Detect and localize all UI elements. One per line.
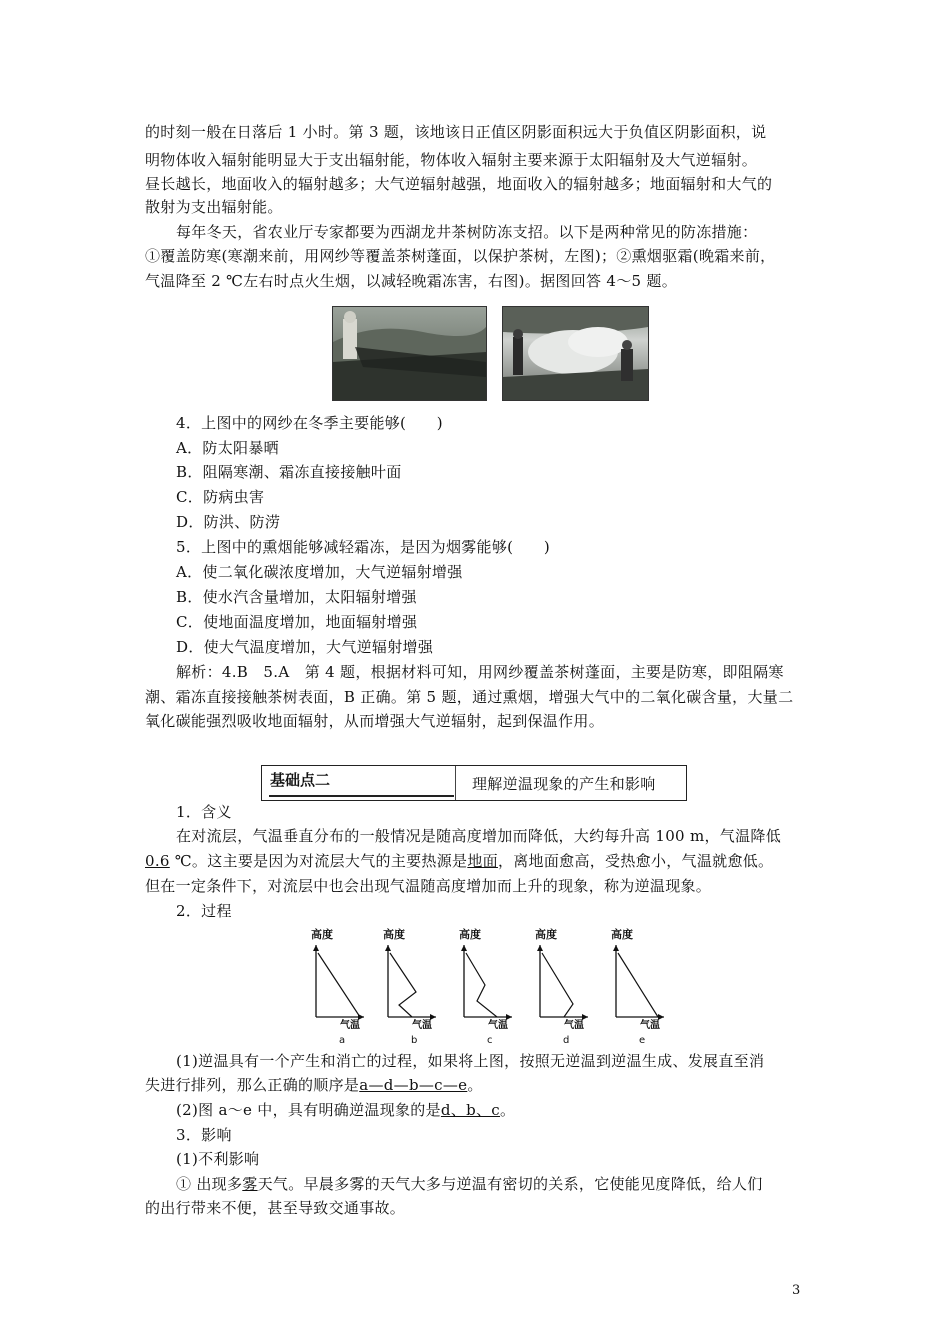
process-heading: 2．过程 (176, 902, 232, 920)
panel-a (311, 927, 364, 1045)
fog-answer: 雾 (242, 1175, 258, 1193)
xlabel-a: 气温 (340, 1020, 360, 1031)
material-line-1: 每年冬天，省农业厅专家都要为西湖龙井茶树防冻支招。以下是两种常见的防冻措施： (176, 223, 758, 241)
q4-option-c: C．防病虫害 (176, 488, 265, 506)
section-title: 理解逆温现象的产生和影响 (472, 775, 656, 793)
impact-heading: 3．影响 (176, 1126, 232, 1144)
panel-d (535, 927, 588, 1045)
xlabel-e: 气温 (640, 1020, 660, 1031)
impact-line-1: ① 出现多雾天气。早晨多雾的天气大多与逆温有密切的关系，它使能见度降低，给人们 (176, 1175, 763, 1193)
order-answer: a—d—b—c—e (359, 1076, 468, 1094)
meaning-line-3: 但在一定条件下，对流层中也会出现气温随高度增加而上升的现象，称为逆温现象。 (145, 877, 712, 895)
section-header-box (261, 765, 687, 801)
panel-c (459, 927, 512, 1045)
ylabel-c: 高度 (459, 928, 481, 941)
analysis-line-3: 氧化碳能强烈吸收地面辐射，从而增强大气逆辐射，起到保温作用。 (145, 712, 605, 730)
impact-line-2: 的出行带来不便，甚至导致交通事故。 (145, 1199, 406, 1217)
xlabel-b: 气温 (412, 1020, 432, 1031)
xlabel-c: 气温 (488, 1020, 508, 1031)
material-line-2: ①覆盖防寒(寒潮来前，用网纱等覆盖茶树蓬面，以保护茶树，左图)；②熏烟驱霜(晚霜来前， (145, 247, 776, 265)
panel-b (383, 927, 436, 1045)
q4-option-a: A．防太阳暴晒 (176, 439, 279, 457)
meaning-heading: 1．含义 (176, 803, 232, 821)
meaning-line-1: 在对流层，气温垂直分布的一般情况是随高度增加而降低，大约每升高 100 m，气温降低 (176, 827, 781, 845)
page-number: 3 (792, 1283, 801, 1298)
lapse-rate-answer: 0.6 (145, 852, 170, 870)
q4-option-b: B．阻隔寒潮、霜冻直接接触叶面 (176, 463, 402, 481)
xlabel-d: 气温 (564, 1020, 584, 1031)
section-divider (455, 766, 456, 800)
process-q1-line-2: 失进行排列，那么正确的顺序是a—d—b—c—e。 (145, 1076, 483, 1094)
material-line-3: 气温降至 2 ℃左右时点火生烟，以减轻晚霜冻害，右图)。据图回答 4～5 题。 (145, 272, 678, 290)
ylabel-b: 高度 (383, 928, 405, 941)
intro-line-3: 昼长越长，地面收入的辐射越多；大气逆辐射越强，地面收入的辐射越多；地面辐射和大气的 (145, 175, 773, 193)
ylabel-d: 高度 (535, 928, 557, 941)
panel-e (611, 927, 664, 1045)
inversion-diagram (300, 925, 700, 1045)
smoke-photo (502, 306, 649, 401)
intro-line-1: 的时刻一般在日落后 1 小时。第 3 题，该地该日正值区阴影面积远大于负值区阴影面积，说 (145, 123, 767, 141)
heat-source-answer: 地面 (467, 852, 498, 870)
analysis-line-1: 解析：4.B 5.A 第 4 题，根据材料可知，用网纱覆盖茶树蓬面，主要是防寒，即阻隔寒 (176, 663, 784, 681)
section-tag: 基础点二 (270, 771, 331, 789)
netting-photo (332, 306, 487, 401)
q4-stem: 4．上图中的网纱在冬季主要能够( ) (176, 414, 443, 432)
intro-line-4: 散射为支出辐射能。 (145, 198, 283, 216)
q5-option-a: A．使二氧化碳浓度增加，大气逆辐射增强 (176, 563, 463, 581)
ylabel-e: 高度 (611, 928, 633, 941)
panel-label-d: d (563, 1035, 570, 1045)
intro-line-2: 明物体收入辐射能明显大于支出辐射能，物体收入辐射主要来源于太阳辐射及大气逆辐射。 (145, 151, 758, 169)
analysis-line-2: 潮、霜冻直接接触茶树表面，B 正确。第 5 题，通过熏烟，增强大气中的二氧化碳含量，大量二 (145, 688, 794, 706)
q5-stem: 5．上图中的熏烟能够减轻霜冻，是因为烟雾能够( ) (176, 538, 551, 556)
panel-label-b: b (411, 1035, 418, 1045)
impact-subheading: (1)不利影响 (176, 1150, 260, 1168)
q5-option-d: D．使大气温度增加，大气逆辐射增强 (176, 638, 434, 656)
inversion-answer: d、b、c (440, 1101, 501, 1119)
q5-option-c: C．使地面温度增加，地面辐射增强 (176, 613, 418, 631)
photo-pair (332, 306, 768, 399)
process-q2: (2)图 a～e 中，具有明确逆温现象的是d、b、c。 (176, 1101, 516, 1119)
ylabel-a: 高度 (311, 928, 333, 941)
meaning-line-2: 0.6 ℃。这主要是因为对流层大气的主要热源是地面，离地面愈高，受热愈小，气温就愈低。 (145, 852, 774, 870)
panel-label-a: a (339, 1035, 346, 1045)
q4-option-d: D．防洪、防涝 (176, 513, 281, 531)
q5-option-b: B．使水汽含量增加，太阳辐射增强 (176, 588, 417, 606)
process-q1-line-1: (1)逆温具有一个产生和消亡的过程，如果将上图，按照无逆温到逆温生成、发展直至消 (176, 1052, 765, 1070)
panel-label-c: c (487, 1035, 493, 1045)
panel-label-e: e (639, 1035, 646, 1045)
